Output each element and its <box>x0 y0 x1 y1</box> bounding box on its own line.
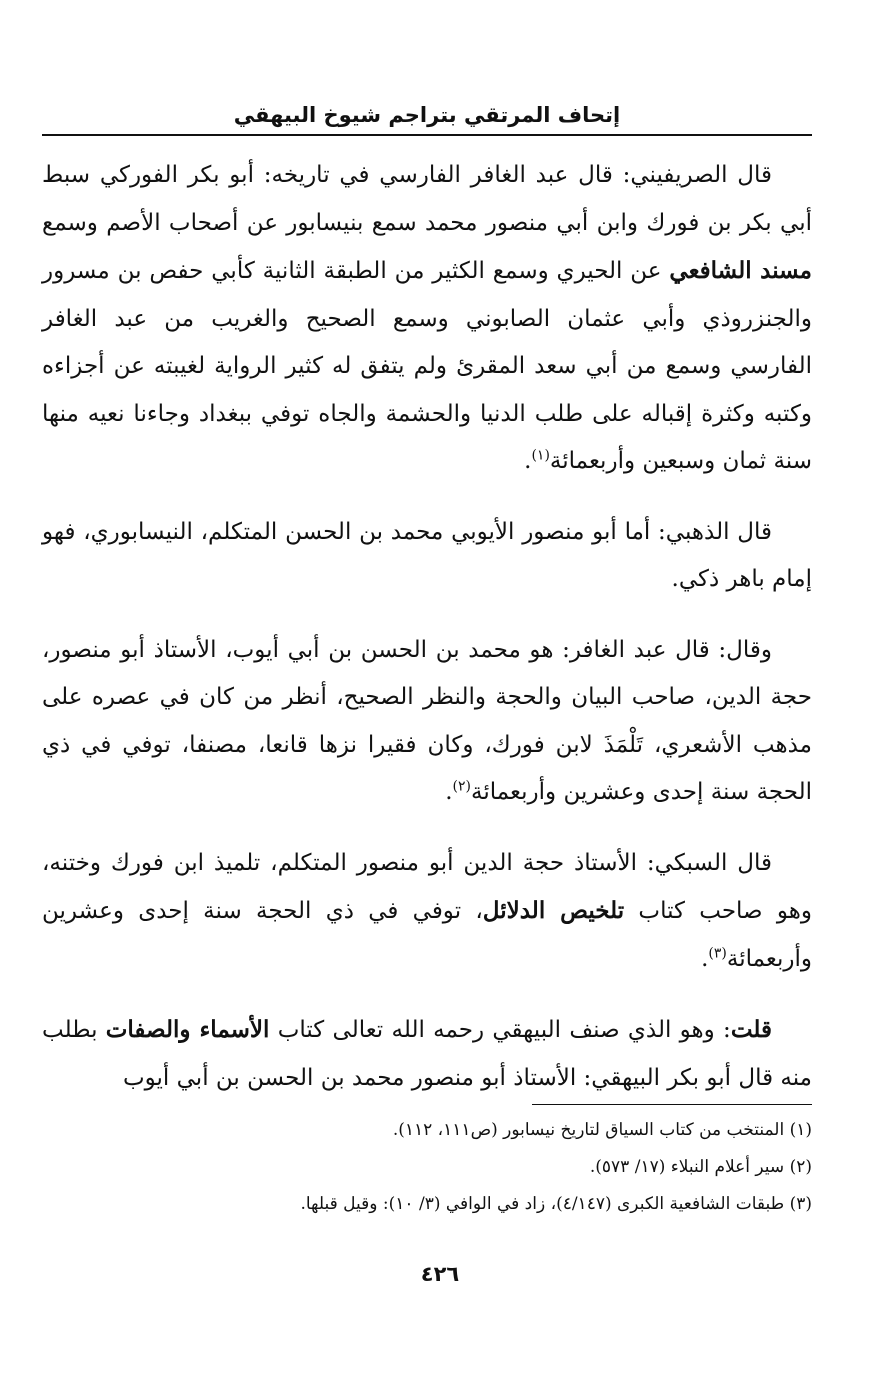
paragraph-text: قال الذهبي: أما أبو منصور الأيوبي محمد بن الحسن المتكلم، النيسابوري، فهو إمام باهر ذكي. <box>42 518 812 592</box>
paragraph-sarifini <box>42 152 812 486</box>
paragraph-dhahabi <box>42 509 812 604</box>
running-header-title: إتحاف المرتقي بتراجم شيوخ البيهقي <box>233 103 621 127</box>
footnote-3: (٣) طبقات الشافعية الكبرى (٤/١٤٧)، زاد في الوافي (٣/ ١٠): وقيل قبلها. <box>300 1194 812 1214</box>
footnote-ref: (١) <box>531 447 550 464</box>
bold-term: تلخيص الدلائل <box>482 897 625 924</box>
paragraph-text: قال السبكي: الأستاذ حجة الدين أبو منصور المتكلم، تلميذ ابن فورك وختنه، وهو صاحب كتاب <box>42 849 812 924</box>
page-number: ٤٢٦ <box>420 1262 460 1286</box>
paragraph-end: . <box>524 448 532 474</box>
bold-term: قلت <box>730 1016 773 1043</box>
footnote-2: (٢) سير أعلام النبلاء (١٧/ ٥٧٣). <box>589 1157 812 1177</box>
footnote-ref: (٢) <box>452 778 472 795</box>
footnote-1: (١) المنتخب من كتاب السياق لتاريخ نيسابور (ص١١١، ١١٢). <box>392 1120 812 1140</box>
footnotes <box>42 1112 812 1223</box>
paragraph-text: قال الصريفيني: قال عبد الغافر الفارسي في تاريخه: أبو بكر الفوركي سبط أبي بكر بن فورك وابن أبي منصور محمد سمع بنيسابور عن أصحاب الأصم وسمع <box>42 162 812 236</box>
paragraph-abd-al-ghafir <box>42 627 812 817</box>
paragraph-end: . <box>701 945 709 972</box>
paragraph-text: ، توفي في ذي الحجة سنة إحدى وعشرين وأربعمائة <box>42 898 812 972</box>
paragraph-subki <box>42 840 812 984</box>
paragraph-end: . <box>445 779 453 805</box>
paragraph-text: عن الحيري وسمع الكثير من الطبقة الثانية كأبي حفص بن مسرور والجنزروذي وأبي عثمان الصابوني وسمع الصحيح والغريب من عبد الغافر الفارسي وسمع من أبي سعد المقرئ ولم يتفق له كثير الرواية لغيبته عن أجزاءه وكتبه وكثرة إقباله على طلب الدنيا والحشمة والجاه توفي ببغداد وجاءنا نعيه منها سنة ثمان وسبعين وأربعمائة <box>42 258 812 474</box>
paragraph-text: : وهو الذي صنف البيهقي رحمه الله تعالى كتاب <box>269 1017 731 1043</box>
bold-term: الأسماء والصفات <box>105 1016 270 1043</box>
main-text <box>42 152 812 1102</box>
footnote-ref: (٣) <box>708 944 727 961</box>
footnote-rule <box>532 1104 812 1105</box>
paragraph-qultu <box>42 1006 812 1102</box>
paragraph-text: بطلب منه قال أبو بكر البيهقي: الأستاذ أبو منصور محمد بن الحسن بن أبي أيوب <box>42 1017 812 1091</box>
paragraph-text: وقال: قال عبد الغافر: هو محمد بن الحسن بن أبي أيوب، الأستاذ أبو منصور، حجة الدين، صاحب البيان والحجة والنظر الصحيح، أنظر من كان في عصره على مذهب الأشعري، تَلْمَذَ لابن فورك، وكان فقيرا نزها قانعا، مصنفا، توفي في ذي الحجة سنة إحدى وعشرين وأربعمائة <box>42 636 812 805</box>
header-rule <box>42 134 812 136</box>
bold-term: مسند الشافعي <box>669 257 812 284</box>
